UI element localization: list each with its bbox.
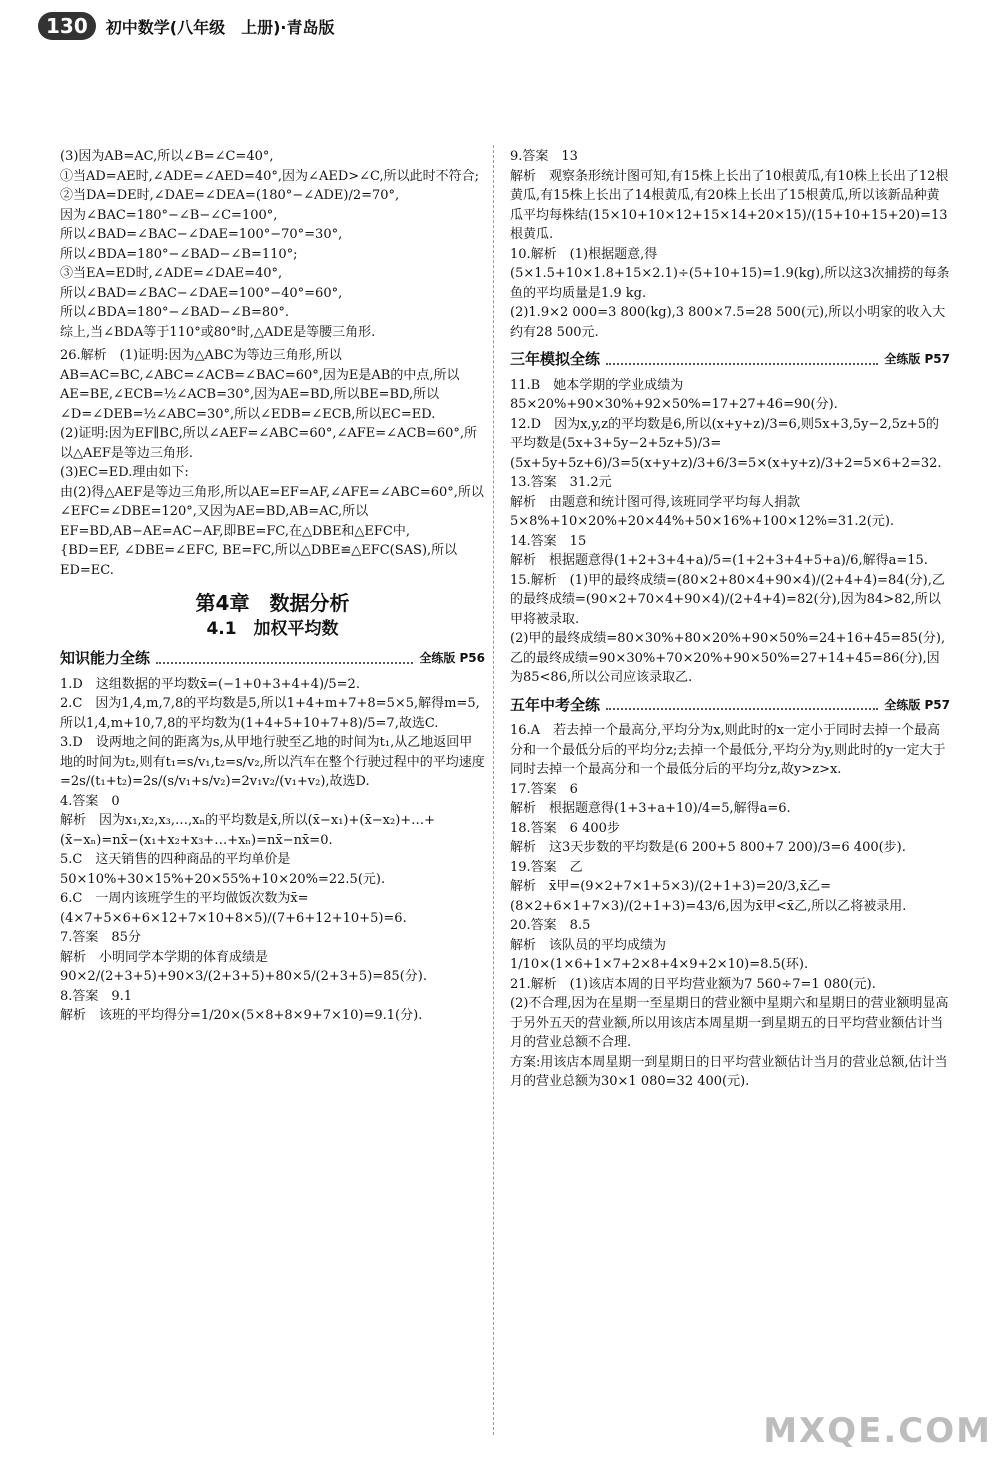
section-header: [60, 649, 485, 669]
watermark: MXQE.COM: [763, 1411, 992, 1451]
text-line: 所以∠BDA=180°−∠BAD−∠B=110°;: [60, 246, 298, 262]
answer-item: 14.答案 15: [510, 533, 587, 549]
answer-item: 解析 根据题意得(1+3+a+10)/4=5,解得a=6.: [510, 801, 791, 816]
answer-item: 乙的最终成绩=90×30%+70×20%+90×50%=27+14+45=86(分),因为85<86,所以公司应该录取乙.: [510, 650, 940, 685]
answer-item: 3.D 设两地之间的距离为s,从甲地行驶至乙地的时间为t₁,从乙地返回甲地的时间为t₂,则有t₁=s/v₁,t₂=s/v₂,所以汽车在整个行驶过程中的平均速度=2s/(t₁+t₂)=2s/(s/v₁+s/v₂)=2v₁v₂/(v₁+v₂),故选D.: [60, 735, 485, 789]
answer-item: 解析 该班的平均得分=1/20×(5×8+8×9+7×10)=9.1(分).: [60, 1008, 423, 1023]
answer-item: 9.答案 13: [510, 149, 578, 164]
section-header: [510, 696, 950, 716]
answer-item: 解析 观察条形统计图可知,有15株上长出了10根黄瓜,有10株上长出了12根黄瓜,有15株上长出了14根黄瓜,有20株上长出了15根黄瓜,所以该新品种黄瓜平均每株结(15×10+10×12+15×14+20×15)/(15+10+15+20)=13根黄瓜.: [510, 168, 949, 242]
text-line: ②当DA=DE时,∠DAE=∠DEA=(180°−∠ADE)/2=70°,: [60, 188, 400, 203]
text-line: ①当AD=AE时,∠ADE=∠AED=40°,因为∠AED>∠C,所以此时不符合;: [60, 168, 480, 184]
answer-item: 10.解析 (1)根据题意,得(5×1.5+10×1.8+15×2.1)÷(5+10+15)=1.9(kg),所以这3次捕捞的每条鱼的平均质量是1.9 kg.: [510, 246, 950, 301]
answer-item: 19.答案 乙: [510, 859, 583, 875]
question-26: [60, 346, 485, 580]
answer-item: 16.A 若去掉一个最高分,平均分为x,则此时的x一定小于同时去掉一个最高分和一个最低分后的平均分z;去掉一个最低分,平均分为y,则此时的y一定大于同时去掉一个最高分和一个最低分后的平均分z,故y>z>x.: [510, 723, 946, 777]
text-line: (3)因为AB=AC,所以∠B=∠C=40°,: [60, 149, 274, 164]
answer-item: 解析 小明同学本学期的体育成绩是90×2/(2+3+5)+90×3/(2+3+5)+80×5/(2+3+5)=85(分).: [60, 949, 427, 984]
answer-item: 5.C 这天销售的四种商品的平均单价是50×10%+30×15%+20×55%+10×20%=22.5(元).: [60, 852, 386, 887]
text-line: 所以∠BDA=180°−∠BAD−∠B=80°.: [60, 305, 290, 320]
text-line: 由(2)得△AEF是等边三角形,所以AE=EF=AF,∠AFE=∠ABC=60°,所以∠EFC=∠DBE=120°,又因为AE=BD,AB=AC,所以EF=BD,AB−AE=AC−AF,即BE=FC,在△DBE和△EFC中,: [60, 484, 484, 539]
answer-item: 方案:用该店本周星期一到星期日的日平均营业额估计当月的营业总额,估计当月的营业总额为30×1 080=32 400(元).: [510, 1054, 948, 1089]
text-line: 26.解析 (1)证明:因为△ABC为等边三角形,所以AB=AC=BC,∠ABC=∠ACB=∠BAC=60°,因为E是AB的中点,所以AE=BE,∠ECB=½∠ACB=30°,因为AE=BD,所以BE=BD,所以∠D=∠DEB=½∠ABC=30°,所以∠EDB=∠ECB,所以EC=ED.: [60, 348, 460, 422]
answer-item: (2)1.9×2 000=3 800(kg),3 800×7.5=28 500(元),所以小明家的收入大约有28 500元.: [510, 305, 946, 340]
text-line: 所以∠BAD=∠BAC−∠DAE=100°−40°=60°,: [60, 285, 343, 301]
answer-item: 解析 由题意和统计图可得,该班同学平均每人捐款5×8%+10×20%+20×44%+50×16%+100×12%=31.2(元).: [510, 494, 895, 529]
text-line: 综上,当∠BDA等于110°或80°时,△ADE是等腰三角形.: [60, 324, 376, 340]
left-column: [60, 145, 485, 1030]
text-line: 所以∠BAD=∠BAC−∠DAE=100°−70°=30°,: [60, 227, 343, 242]
page-ref: 全练版 P57: [884, 352, 950, 366]
answer-item: 解析 根据题意得(1+2+3+4+a)/5=(1+2+3+4+5+a)/6,解得a=15.: [510, 553, 928, 568]
section-header: [510, 350, 950, 370]
answer-item: 12.D 因为x,y,z的平均数是6,所以(x+y+z)/3=6,则5x+3,5y−2,5z+5的平均数是(5x+3+5y−2+5z+5)/3=(5x+5y+5z+6)/3=5(x+y+z)/3+6/3=5×(x+y+z)/3+2=5×6+2=32.: [510, 416, 942, 471]
answer-item: 8.答案 9.1: [60, 988, 133, 1004]
answer-list: [510, 147, 950, 342]
answer-list: [60, 675, 485, 1026]
text-line: (2)证明:因为EF∥BC,所以∠AEF=∠ABC=60°,∠AFE=∠ACB=60°,所以△AEF是等边三角形.: [60, 426, 478, 461]
answer-list: [510, 376, 950, 688]
answer-item: 20.答案 8.5: [510, 918, 591, 933]
answer-list: [510, 721, 950, 1092]
text-line: ③当EA=ED时,∠ADE=∠DAE=40°,: [60, 266, 283, 281]
answer-item: 1.D 这组数据的平均数x̄=(−1+0+3+4+4)/5=2.: [60, 676, 360, 692]
column-divider: [493, 145, 494, 1435]
page-ref: 全练版 P56: [419, 651, 485, 665]
book-title: 初中数学(八年级 上册)·青岛版: [105, 17, 335, 37]
answer-item: 解析 该队员的平均成绩为1/10×(1×6+1×7+2×8+4×9+2×10)=8.5(环).: [510, 937, 809, 972]
pre-solution: [60, 147, 485, 342]
answer-item: 15.解析 (1)甲的最终成绩=(80×2+80×4+90×4)/(2+4+4)=84(分),乙的最终成绩=(90×2+70×4+90×4)/(2+4+4)=82(分),因为84>82,所以甲将被录取.: [510, 572, 945, 627]
answer-item: 2.C 因为1,4,m,7,8的平均数是5,所以1+4+m+7+8=5×5,解得m=5,所以1,4,m+10,7,8的平均数为(1+4+5+10+7+8)/5=7,故选C.: [60, 696, 480, 731]
text-line: (3)EC=ED.理由如下:: [60, 465, 189, 480]
dotted-leader: [606, 363, 878, 365]
page-ref: 全练版 P57: [884, 697, 950, 712]
dotted-leader: [156, 662, 413, 664]
answer-item: 18.答案 6 400步: [510, 820, 620, 836]
answer-item: (2)甲的最终成绩=80×30%+80×20%+90×50%=24+16+45=85(分),: [510, 631, 946, 646]
text-line: 因为∠BAC=180°−∠B−∠C=100°,: [60, 207, 278, 223]
text-line: {BD=EF, ∠DBE=∠EFC, BE=FC,所以△DBE≌△EFC(SAS),所以ED=EC.: [60, 543, 458, 578]
answer-item: 21.解析 (1)该店本周的日平均营业额为7 560÷7=1 080(元).: [510, 976, 876, 992]
answer-item: 6.C 一周内该班学生的平均做饭次数为x̄=(4×7+5×6+6×12+7×10+8×5)/(7+6+12+10+5)=6.: [60, 891, 407, 926]
answer-item: 解析 这3天步数的平均数是(6 200+5 800+7 200)/3=6 400(步).: [510, 840, 906, 855]
section-label: 三年模拟全练: [510, 350, 601, 368]
answer-item: 解析 因为x₁,x₂,x₃,…,xₙ的平均数是x̄,所以(x̄−x₁)+(x̄−x₂)+…+(x̄−xₙ)=nx̄−(x₁+x₂+x₃+…+xₙ)=nx̄−nx̄=0.: [60, 813, 436, 848]
answer-item: 4.答案 0: [60, 793, 120, 809]
answer-item: (2)不合理,因为在星期一至星期日的营业额中星期六和星期日的营业额明显高于另外五天的营业额,所以用该店本周星期一到星期五的日平均营业额估计当月的营业总额不合理.: [510, 996, 949, 1050]
answer-item: 11.B 她本学期的学业成绩为85×20%+90×30%+92×50%=17+27+46=90(分).: [510, 377, 838, 412]
answer-item: 17.答案 6: [510, 781, 578, 797]
answer-item: 7.答案 85分: [60, 930, 141, 945]
page-number: 130: [38, 12, 96, 40]
section-label: 知识能力全练: [60, 649, 151, 667]
section-label: 五年中考全练: [510, 695, 601, 714]
section-title: 4.1 加权平均数: [206, 618, 339, 639]
right-column: [510, 145, 950, 1096]
answer-item: 解析 x̄甲=(9×2+7×1+5×3)/(2+1+3)=20/3,x̄乙=(8×2+6×1+7×3)/(2+1+3)=43/6,因为x̄甲<x̄乙,所以乙将被录用.: [510, 879, 907, 914]
dotted-leader: [606, 708, 878, 710]
answer-item: 13.答案 31.2元: [510, 475, 612, 490]
chapter-title: 第4章 数据分析: [195, 591, 350, 615]
page-header: [38, 10, 334, 42]
